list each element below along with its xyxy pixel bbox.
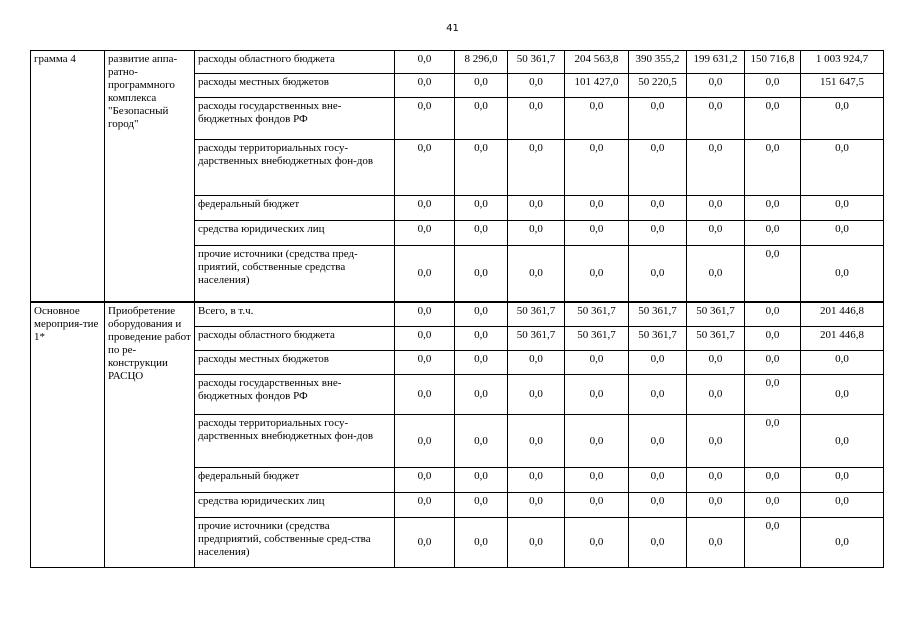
amount-cell: 0,0 <box>801 415 884 468</box>
amount-cell: 0,0 <box>395 74 455 98</box>
amount-cell: 50 361,7 <box>629 327 687 351</box>
amount-cell: 50 361,7 <box>687 302 745 327</box>
amount-cell: 50 361,7 <box>629 302 687 327</box>
amount-cell: 0,0 <box>565 221 629 246</box>
amount-cell: 50 361,7 <box>565 302 629 327</box>
amount-cell: 0,0 <box>745 98 801 140</box>
funding-source-label: расходы государственных вне-бюджетных фондов РФ <box>195 375 395 415</box>
amount-cell: 0,0 <box>565 246 629 302</box>
amount-cell: 0,0 <box>455 351 508 375</box>
amount-cell: 0,0 <box>508 415 565 468</box>
budget-table <box>30 50 884 568</box>
amount-cell: 0,0 <box>508 468 565 493</box>
amount-cell: 0,0 <box>801 518 884 568</box>
amount-cell: 0,0 <box>565 375 629 415</box>
amount-cell: 0,0 <box>395 196 455 221</box>
amount-cell: 0,0 <box>395 98 455 140</box>
amount-cell: 201 446,8 <box>801 327 884 351</box>
amount-cell: 0,0 <box>565 351 629 375</box>
amount-cell: 0,0 <box>687 468 745 493</box>
measure-name-cell: развитие аппа-ратно-программного комплекса "Безопасный город" <box>105 51 195 302</box>
amount-cell: 0,0 <box>629 140 687 196</box>
funding-source-label: средства юридических лиц <box>195 221 395 246</box>
amount-cell: 0,0 <box>687 140 745 196</box>
amount-cell: 0,0 <box>395 468 455 493</box>
funding-source-label: расходы местных бюджетов <box>195 351 395 375</box>
amount-cell: 151 647,5 <box>801 74 884 98</box>
amount-cell: 0,0 <box>565 140 629 196</box>
amount-cell: 0,0 <box>687 246 745 302</box>
amount-cell: 0,0 <box>629 468 687 493</box>
amount-cell: 0,0 <box>687 98 745 140</box>
amount-cell: 0,0 <box>565 518 629 568</box>
amount-cell: 0,0 <box>395 518 455 568</box>
amount-cell: 0,0 <box>508 518 565 568</box>
amount-cell: 0,0 <box>395 221 455 246</box>
amount-cell: 0,0 <box>629 415 687 468</box>
amount-cell: 0,0 <box>455 221 508 246</box>
amount-cell: 0,0 <box>801 375 884 415</box>
amount-cell: 0,0 <box>687 221 745 246</box>
amount-cell: 0,0 <box>508 140 565 196</box>
amount-cell: 0,0 <box>745 246 801 302</box>
amount-cell: 0,0 <box>565 196 629 221</box>
amount-cell: 101 427,0 <box>565 74 629 98</box>
amount-cell: 0,0 <box>745 196 801 221</box>
amount-cell: 0,0 <box>745 351 801 375</box>
amount-cell: 0,0 <box>629 518 687 568</box>
amount-cell: 0,0 <box>801 140 884 196</box>
amount-cell: 201 446,8 <box>801 302 884 327</box>
amount-cell: 0,0 <box>687 74 745 98</box>
amount-cell: 0,0 <box>687 415 745 468</box>
measure-name-cell: Приобретение оборудования и проведение работ по ре-конструкции РАСЦО <box>105 302 195 568</box>
amount-cell: 0,0 <box>565 98 629 140</box>
amount-cell: 0,0 <box>565 493 629 518</box>
funding-source-label: прочие источники (средства предприятий, собственные сред-ства населения) <box>195 518 395 568</box>
amount-cell: 0,0 <box>455 518 508 568</box>
amount-cell: 0,0 <box>455 140 508 196</box>
amount-cell: 0,0 <box>745 493 801 518</box>
amount-cell: 0,0 <box>395 302 455 327</box>
amount-cell: 0,0 <box>745 74 801 98</box>
amount-cell: 0,0 <box>508 351 565 375</box>
funding-source-label: расходы государственных вне-бюджетных фондов РФ <box>195 98 395 140</box>
amount-cell: 0,0 <box>745 468 801 493</box>
amount-cell: 0,0 <box>801 221 884 246</box>
amount-cell: 0,0 <box>565 468 629 493</box>
funding-source-label: Всего, в т.ч. <box>195 302 395 327</box>
amount-cell: 50 361,7 <box>508 51 565 74</box>
amount-cell: 0,0 <box>801 98 884 140</box>
amount-cell: 0,0 <box>629 196 687 221</box>
table-row <box>31 51 884 74</box>
amount-cell: 0,0 <box>455 415 508 468</box>
program-cell: Основное мероприя-тие 1* <box>31 302 105 568</box>
amount-cell: 0,0 <box>745 375 801 415</box>
amount-cell: 0,0 <box>629 375 687 415</box>
amount-cell: 0,0 <box>508 74 565 98</box>
amount-cell: 0,0 <box>455 246 508 302</box>
amount-cell: 0,0 <box>395 327 455 351</box>
amount-cell: 0,0 <box>745 415 801 468</box>
amount-cell: 50 361,7 <box>687 327 745 351</box>
amount-cell: 0,0 <box>565 415 629 468</box>
amount-cell: 0,0 <box>508 98 565 140</box>
amount-cell: 0,0 <box>395 415 455 468</box>
amount-cell: 0,0 <box>801 493 884 518</box>
page-number: 41 <box>446 23 459 34</box>
amount-cell: 0,0 <box>745 221 801 246</box>
amount-cell: 50 361,7 <box>565 327 629 351</box>
funding-source-label: расходы местных бюджетов <box>195 74 395 98</box>
funding-source-label: прочие источники (средства пред-приятий, собственные средства населения) <box>195 246 395 302</box>
amount-cell: 1 003 924,7 <box>801 51 884 74</box>
amount-cell: 0,0 <box>395 375 455 415</box>
amount-cell: 0,0 <box>395 493 455 518</box>
amount-cell: 0,0 <box>801 468 884 493</box>
amount-cell: 50 220,5 <box>629 74 687 98</box>
amount-cell: 0,0 <box>801 351 884 375</box>
amount-cell: 0,0 <box>455 327 508 351</box>
amount-cell: 0,0 <box>455 196 508 221</box>
funding-source-label: федеральный бюджет <box>195 468 395 493</box>
amount-cell: 0,0 <box>687 518 745 568</box>
amount-cell: 0,0 <box>687 493 745 518</box>
amount-cell: 0,0 <box>455 493 508 518</box>
amount-cell: 0,0 <box>629 221 687 246</box>
amount-cell: 0,0 <box>395 246 455 302</box>
amount-cell: 50 361,7 <box>508 302 565 327</box>
funding-source-label: расходы областного бюджета <box>195 51 395 74</box>
amount-cell: 0,0 <box>455 375 508 415</box>
amount-cell: 0,0 <box>629 493 687 518</box>
amount-cell: 0,0 <box>455 468 508 493</box>
funding-source-label: расходы территориальных госу-дарственных внебюджетных фон-дов <box>195 140 395 196</box>
amount-cell: 0,0 <box>508 493 565 518</box>
amount-cell: 0,0 <box>629 98 687 140</box>
amount-cell: 0,0 <box>801 246 884 302</box>
amount-cell: 0,0 <box>395 51 455 74</box>
amount-cell: 0,0 <box>745 140 801 196</box>
funding-source-label: расходы областного бюджета <box>195 327 395 351</box>
amount-cell: 8 296,0 <box>455 51 508 74</box>
amount-cell: 0,0 <box>687 375 745 415</box>
amount-cell: 150 716,8 <box>745 51 801 74</box>
amount-cell: 0,0 <box>687 351 745 375</box>
program-cell: грамма 4 <box>31 51 105 302</box>
amount-cell: 0,0 <box>395 140 455 196</box>
amount-cell: 0,0 <box>455 98 508 140</box>
amount-cell: 390 355,2 <box>629 51 687 74</box>
amount-cell: 0,0 <box>801 196 884 221</box>
amount-cell: 50 361,7 <box>508 327 565 351</box>
amount-cell: 0,0 <box>629 351 687 375</box>
amount-cell: 0,0 <box>745 518 801 568</box>
amount-cell: 199 631,2 <box>687 51 745 74</box>
funding-source-label: расходы территориальных госу-дарственных внебюджетных фон-дов <box>195 415 395 468</box>
funding-source-label: федеральный бюджет <box>195 196 395 221</box>
amount-cell: 0,0 <box>629 246 687 302</box>
amount-cell: 0,0 <box>455 74 508 98</box>
amount-cell: 0,0 <box>508 221 565 246</box>
amount-cell: 0,0 <box>508 196 565 221</box>
amount-cell: 0,0 <box>395 351 455 375</box>
amount-cell: 0,0 <box>745 327 801 351</box>
table-row <box>31 302 884 327</box>
funding-source-label: средства юридических лиц <box>195 493 395 518</box>
amount-cell: 204 563,8 <box>565 51 629 74</box>
amount-cell: 0,0 <box>508 375 565 415</box>
amount-cell: 0,0 <box>687 196 745 221</box>
amount-cell: 0,0 <box>745 302 801 327</box>
amount-cell: 0,0 <box>455 302 508 327</box>
amount-cell: 0,0 <box>508 246 565 302</box>
